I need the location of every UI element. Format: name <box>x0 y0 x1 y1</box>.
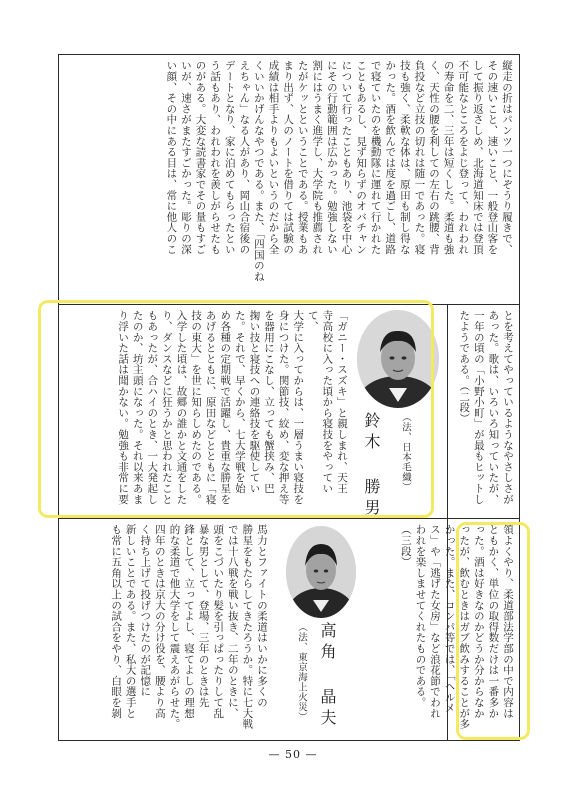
divider-upper <box>58 304 520 305</box>
portrait-photo-takakado <box>286 526 356 618</box>
profile-text-suzuki: 「ガニー・スズキ」と親しまれ、天王 寺高校に入った頃から寝技をやっていて、 大学に入ってからは、一層うまい寝技を 身につけた。関節技、絞め、変な押え等 を器用にこなし、立っても蟹挟み、巴 掬い技と寝技への連絡技を駆使してい た。それで、早くから、七大学戦を始 め各種の定期戦で活躍し、貴重な勝星を あげるとともに、原田などとともに「寝 技の東大」を世に知らしめたのである。 入学した頃は、故郷の誰かと文通をした り、ダンスなどに狂うかと思われたこと もあったが、合ハイのとき、一大発起し たのか、坊主頭になった。それ以来あま り浮いた話は聞かない。勉強も非常に要 <box>117 310 348 505</box>
previous-profile-ending: とを考えてやっているようなやさしさが あった。歌は、いろいろ知っていたが、 一年の頃の「小野小町」が最もヒットし たようである。（二段） <box>458 310 514 505</box>
divider-upper-vertical <box>447 304 448 518</box>
profile-name-suzuki: 鈴木 勝男 <box>362 412 381 520</box>
profile-text-takakado: 馬力とファイトの柔道はいかに多くの 勝星をもたらしてきたろうか。特に七大戦 では十八戦を戦い抜き、二年のときに、 頭をこづいたり髪を引っぱったりして乱 暴な男として、登場、三年のときは先 鋒として、立ってよし、寝てよしの理想 的な柔道で他大学をして震えあがらせた。 四年のときは京大の分け役を、腰より高 く持ち上げて投げつけたのが記憶に 新しいことである。また、私大の選手と も常に五角以上の試合をやり、白眼を剝 <box>110 524 268 730</box>
divider-lower <box>58 518 520 519</box>
profile-name-takakado: 高角 晶夫 <box>318 622 337 730</box>
profile-affiliation-takakado: （法、東京海上火災） <box>296 622 307 722</box>
top-section-text: 縦走の折はパンツ一つにぞうり履きで、 その速いこと、速いこと、一般登山客を して振り返さしめ、北海道知床では登頂 不可能なところをよじ登って、われわれ の寿命を二、三年は短くした。柔道も強 く、天性の腰を利しての左右の跳腰、背 負投など立技の切れは随一であった。寝 技も強く、柔軟な体は、原田も制し得な かった。酒を飲んでは度を過ごし、道路 で寝ていたのを機動隊に運れて行かれた こともあるし、見ず知らずのオバチャン について行ったこともあり、池袋を中心 にその行動範囲は広かった。勉強しない 割にはうまく進学し、大学院も推薦され たがケッとということである。授業もあ まり出ず、人のノートを借りては試験の 成績は相手よりもよいというのだから全 くいいかげんなやつである。また、「四国のね えちゃん」なる人があり、岡山合宿後の デートとなり、家に泊めてもらったとい う話もあり、われわれを羨しがらせたも のがある。大変な読書家でその量もすご いが、速さがまたすごかった。彫りの深 い顔、その中にある目は、常に他人のこ <box>165 60 513 282</box>
profile-text-suzuki-continued: 領よくやり、柔道部法学部の中で内容は ともかく、単位の取得数だけは一番多か った。酒は好きなのかどうか分からなか ったが、飲むときはガブ飲みすることが多 かった。また、コンパ等では、「ヘルメ ス」や「逃げた女房」など浪花節でわれ われを楽しませてくれたものである。 （三段） <box>399 524 514 730</box>
profile-affiliation-suzuki: （法、日本毛織） <box>400 412 411 492</box>
page-number: — 50 — <box>268 748 318 761</box>
portrait-photo-suzuki <box>357 310 439 408</box>
